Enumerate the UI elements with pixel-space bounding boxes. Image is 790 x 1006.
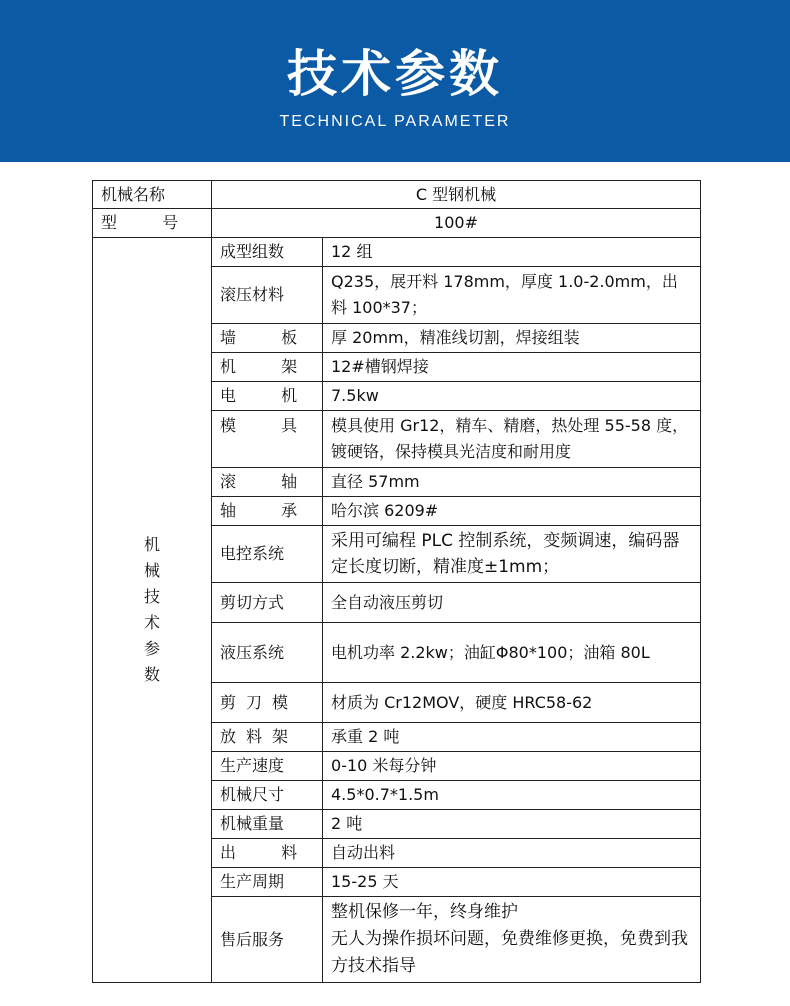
row-label: 液压系统 bbox=[212, 623, 323, 683]
table-row bbox=[93, 209, 701, 238]
row-value: 2 吨 bbox=[323, 810, 701, 839]
row-label: 滚 轴 bbox=[212, 468, 323, 497]
table-row bbox=[93, 238, 701, 267]
row-label: 剪切方式 bbox=[212, 583, 323, 623]
row-value: 电机功率 2.2kw；油缸Φ80*100；油箱 80L bbox=[323, 623, 701, 683]
row-label: 放料架 bbox=[212, 723, 323, 752]
row-label: 出 料 bbox=[212, 839, 323, 868]
row-value: 0-10 米每分钟 bbox=[323, 752, 701, 781]
row-value: 12 组 bbox=[323, 238, 701, 267]
header-banner bbox=[0, 0, 790, 162]
row-label: 生产周期 bbox=[212, 868, 323, 897]
row-value: 12#槽钢焊接 bbox=[323, 353, 701, 382]
model-label: 型 号 bbox=[93, 209, 212, 238]
row-value: 全自动液压剪切 bbox=[323, 583, 701, 623]
row-value: 自动出料 bbox=[323, 839, 701, 868]
page-subtitle: TECHNICAL PARAMETER bbox=[279, 113, 511, 130]
row-value bbox=[323, 897, 701, 983]
after-sales-line: 整机保修一年，终身维护 bbox=[331, 902, 518, 922]
name-value: C 型钢机械 bbox=[212, 181, 701, 209]
row-value: 材质为 Cr12MOV，硬度 HRC58-62 bbox=[323, 683, 701, 723]
row-value: 承重 2 吨 bbox=[323, 723, 701, 752]
row-label: 机械尺寸 bbox=[212, 781, 323, 810]
group-label: 机 械 技 术 参 数 bbox=[93, 238, 212, 983]
row-label: 剪刀模 bbox=[212, 683, 323, 723]
row-value: 15-25 天 bbox=[323, 868, 701, 897]
row-label: 滚压材料 bbox=[212, 267, 323, 324]
name-label: 机械名称 bbox=[93, 181, 212, 209]
row-value: 厚 20mm，精准线切割，焊接组装 bbox=[323, 324, 701, 353]
row-label: 电控系统 bbox=[212, 526, 323, 583]
page-title: 技术参数 bbox=[287, 44, 503, 103]
row-label: 机 架 bbox=[212, 353, 323, 382]
model-value: 100# bbox=[212, 209, 701, 238]
row-label: 电 机 bbox=[212, 382, 323, 411]
row-value: 直径 57mm bbox=[323, 468, 701, 497]
row-label: 成型组数 bbox=[212, 238, 323, 267]
row-label: 生产速度 bbox=[212, 752, 323, 781]
row-value: 4.5*0.7*1.5m bbox=[323, 781, 701, 810]
row-label: 轴 承 bbox=[212, 497, 323, 526]
row-value: 哈尔滨 6209# bbox=[323, 497, 701, 526]
row-value: Q235，展开料 178mm，厚度 1.0-2.0mm，出料 100*37； bbox=[323, 267, 701, 324]
row-value: 采用可编程 PLC 控制系统，变频调速，编码器定长度切断，精准度±1mm； bbox=[323, 526, 701, 583]
table-row bbox=[93, 181, 701, 209]
row-value: 7.5kw bbox=[323, 382, 701, 411]
row-label: 墙 板 bbox=[212, 324, 323, 353]
parameter-table bbox=[92, 180, 701, 983]
after-sales-line: 无人为操作损坏问题，免费维修更换，免费到我方技术指导 bbox=[331, 929, 688, 976]
row-value: 模具使用 Gr12，精车、精磨，热处理 55-58 度，镀硬铬，保持模具光洁度和耐用度 bbox=[323, 411, 701, 468]
row-label: 售后服务 bbox=[212, 897, 323, 983]
row-label: 模 具 bbox=[212, 411, 323, 468]
row-label: 机械重量 bbox=[212, 810, 323, 839]
